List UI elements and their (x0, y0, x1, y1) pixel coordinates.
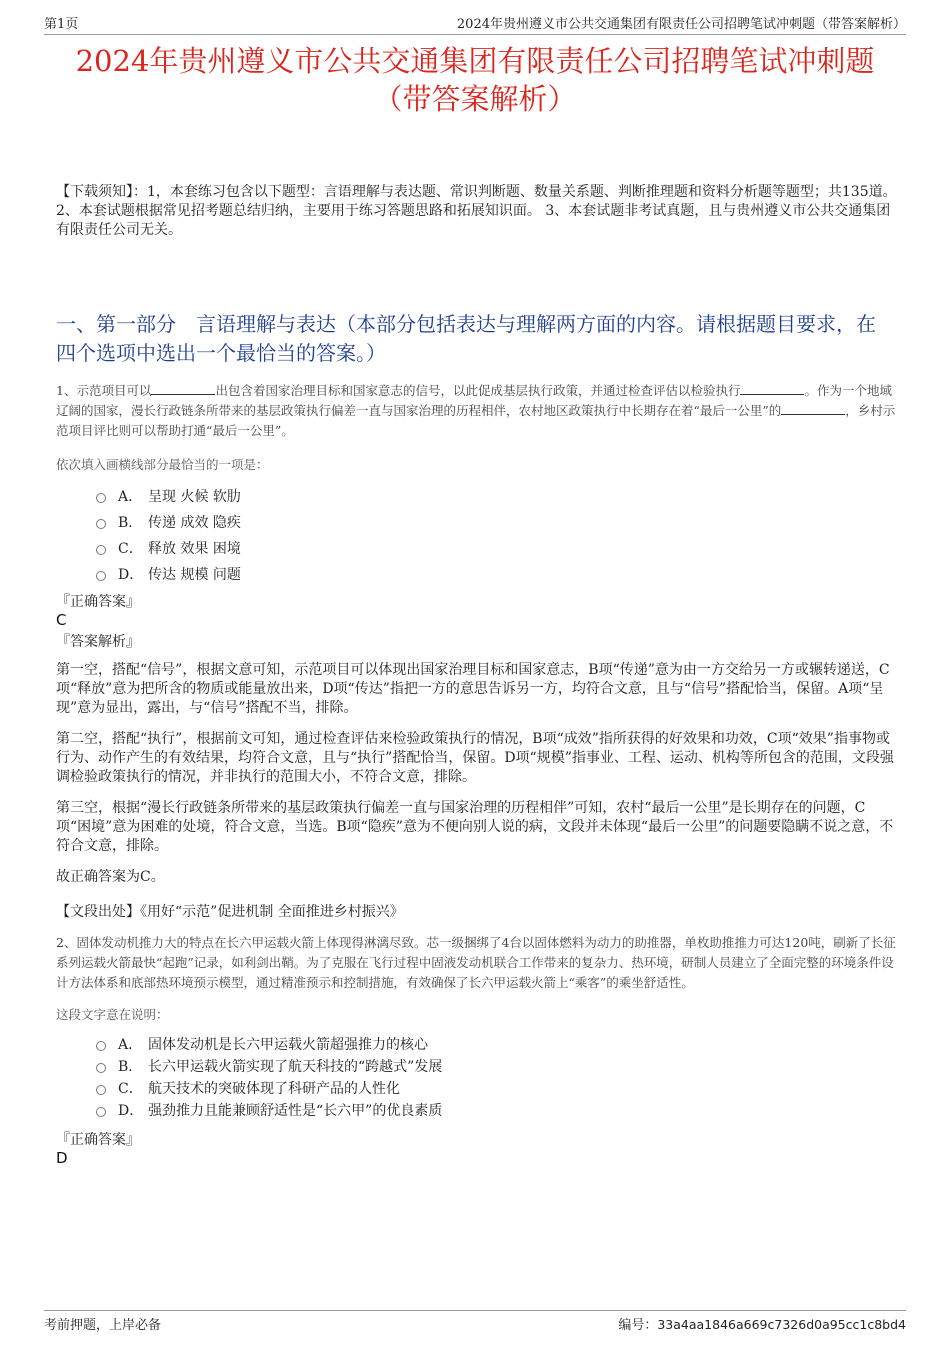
option-d[interactable]: D． 强劲推力且能兼顾舒适性是“长六甲”的优良素质 (96, 1099, 898, 1121)
questions (56, 381, 898, 1167)
radio-icon[interactable] (96, 493, 106, 503)
option-c[interactable]: C． 航天技术的突破体现了科研产品的人性化 (96, 1077, 898, 1099)
correct-answer-label: 『正确答案』 (56, 1132, 140, 1148)
analysis-conclusion: 故正确答案为C。 (56, 869, 165, 885)
download-notice: 【下载须知】：1，本套练习包含以下题型：言语理解与表达题、常识判断题、数量关系题、判断推理题和资料分析题等题型；共135道。 2、本套试题根据常见招考题总结归纳，主要用于练习答题思路和拓展知识面。 3、本套试题非考试真题，且与贵州遵义市公共交通集团有限责任公司无关。 (56, 184, 897, 238)
option-c[interactable]: C． 释放 效果 困境 (96, 535, 898, 561)
page-footer (44, 1310, 906, 1333)
radio-icon[interactable] (96, 571, 106, 581)
radio-icon[interactable] (96, 1107, 106, 1117)
analysis-paragraph: 第二空，搭配“执行”，根据前文可知，通过检查评估来检验政策执行的情况，B项“成效”指所获得的好效果和功效，C项“效果”指事物或行为、动作产生的有效结果，均符合文意，且与“执行”搭配恰当，保留。D项“规模”指事业、工程、运动、机构等所包含的范围，文段强调检验政策执行的情况，并非执行的范围大小，不符合文意，排除。 (56, 731, 894, 785)
radio-icon[interactable] (96, 1085, 106, 1095)
option-d[interactable]: D． 传达 规模 问题 (96, 561, 898, 587)
analysis-label: 『答案解析』 (56, 634, 140, 650)
question-2-options (56, 1033, 898, 1121)
option-a[interactable]: A． 呈现 火候 软肋 (96, 483, 898, 509)
document-title (40, 42, 910, 118)
option-a[interactable]: A． 固体发动机是长六甲运载火箭超强推力的核心 (96, 1033, 898, 1055)
question-2-text: 2、固体发动机推力大的特点在长六甲运载火箭上体现得淋漓尽致。芯一级捆绑了4台以固体燃料为动力的助推器，单枚助推推力可达120吨，刷新了长征系列运载火箭最快“起跑”记录，如利剑出鞘。为了克服在飞行过程中固液发动机联合工作带来的复杂力、热环境，研制人员建立了全面完整的环境条件设计方法体系和底部热环境预示模型，通过精准预示和控制措施，有效确保了长六甲运载火箭上“乘客”的乘坐舒适性。 (56, 935, 896, 990)
analysis-paragraph: 第三空，根据“漫长行政链条所带来的基层政策执行偏差一直与国家治理的历程相伴”可知，农村“最后一公里”是长期存在的问题，C项“困境”意为困难的处境，符合文意，当选。B项“隐疾”意为不便向别人说的病，文段并未体现“最后一公里”的问题要隐瞒不说之意，不符合文意，排除。 (56, 800, 894, 854)
page-number: 第1页 (44, 17, 79, 32)
answer-blank (740, 382, 804, 395)
radio-icon[interactable] (96, 1063, 106, 1073)
title-line-2: （带答案解析） (373, 82, 577, 116)
analysis-paragraph: 第一空，搭配“信号”，根据文意可知，示范项目可以体现出国家治理目标和国家意志，B项“传递”意为由一方交给另一方或辗转递送，C项“释放”意为把所含的物质或能量放出来，D项“传达”指把一方的意思告诉另一方，均符合文意，且与“信号”搭配恰当，保留。A项“呈现”意为显出，露出，与“信号”搭配不当，排除。 (56, 662, 890, 716)
radio-icon[interactable] (96, 545, 106, 555)
document-code: 编号：33a4aa1846a669c7326d0a95cc1c8bd4 (618, 1317, 906, 1333)
question-1-prompt: 依次填入画横线部分最恰当的一项是： (56, 457, 269, 472)
header-doc-title: 2024年贵州遵义市公共交通集团有限责任公司招聘笔试冲刺题（带答案解析） (456, 17, 906, 32)
page-header (44, 10, 906, 35)
footer-slogan: 考前押题，上岸必备 (44, 1318, 162, 1333)
radio-icon[interactable] (96, 519, 106, 529)
question-2-prompt: 这段文字意在说明： (56, 1007, 169, 1022)
question-1-options (56, 483, 898, 587)
question-1-text: 1、示范项目可以 出包含着国家治理目标和国家意志的信号，以此促成基层执行政策，并通过检查评估以检验执行 。作为一个地域辽阔的国家，漫长行政链条所带来的基层政策执行偏差一直与国家治理的历程相伴，农村地区政策执行中长期存在着“最后一公里”的 ，乡村示范项目评比则可以帮助打通“最后一公里”。 (56, 383, 896, 438)
section-heading: 一、第一部分 言语理解与表达（本部分包括表达与理解两方面的内容。请根据题目要求，在四个选项中选出一个最恰当的答案。） (56, 312, 876, 365)
correct-answer: C (56, 611, 67, 629)
option-b[interactable]: B． 长六甲运载火箭实现了航天科技的“跨越式”发展 (96, 1055, 898, 1077)
text-source: 【文段出处】《用好“示范”促进机制 全面推进乡村振兴》 (56, 904, 404, 920)
radio-icon[interactable] (96, 1041, 106, 1051)
title-line-1: 2024年贵州遵义市公共交通集团有限责任公司招聘笔试冲刺题 (75, 44, 875, 78)
correct-answer: D (56, 1149, 68, 1167)
answer-blank (151, 382, 215, 395)
answer-blank (781, 402, 845, 415)
option-b[interactable]: B． 传递 成效 隐疾 (96, 509, 898, 535)
correct-answer-label: 『正确答案』 (56, 594, 140, 610)
